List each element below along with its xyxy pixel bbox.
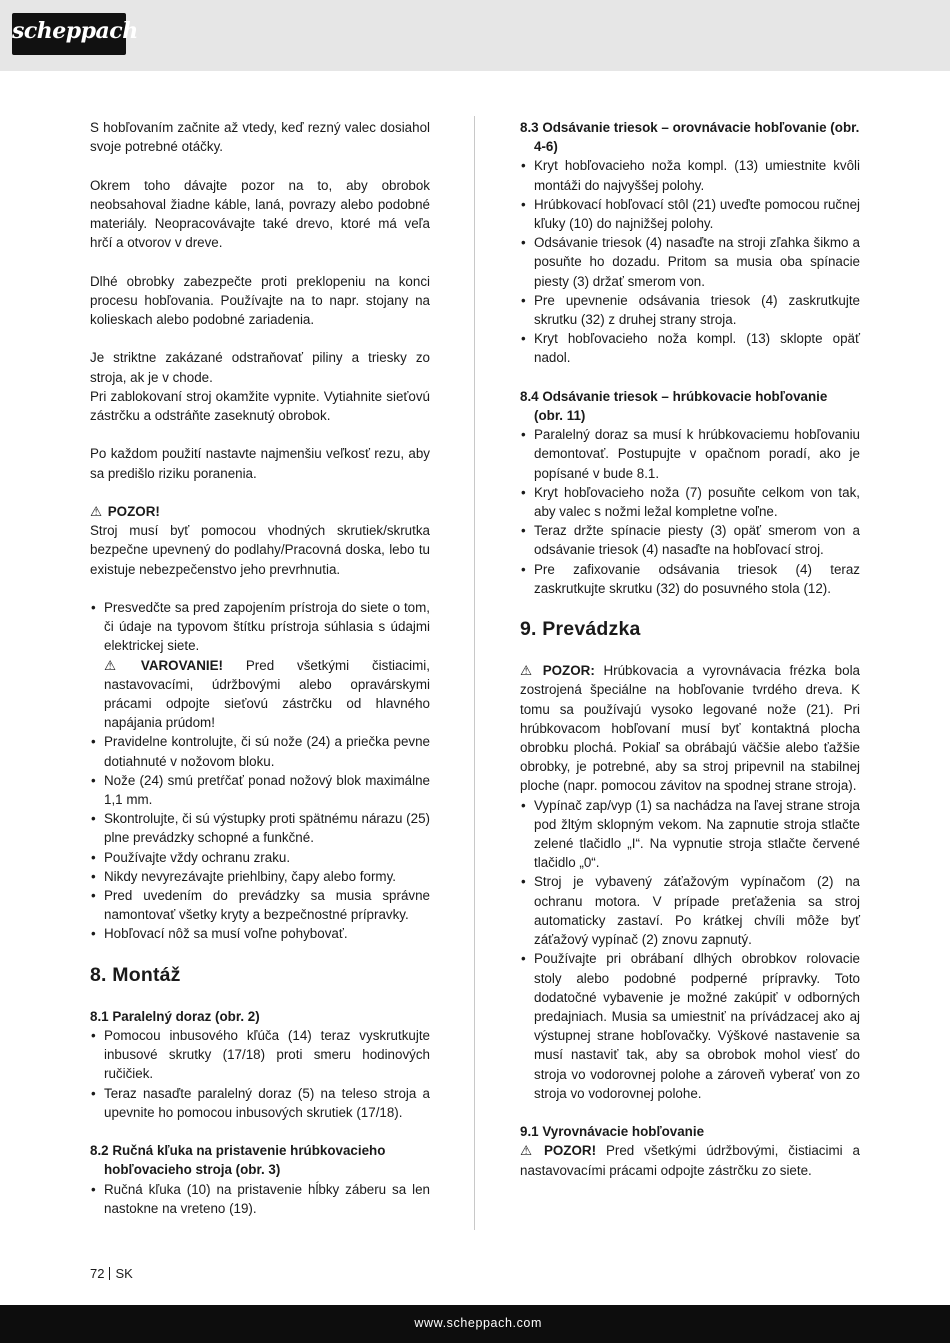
warning-title: POZOR: — [542, 663, 595, 679]
subsection-heading-9-1: 9.1 Vyrovnávacie hobľovanie — [520, 1124, 705, 1140]
list-item: • Stroj je vybavený záťažovým vypínačom (2) na ochranu motora. V prípade preťaženia sa stroj automaticky zastaví. Po krátkej chvíli môže byť záťažový vypínač (2) znovu zapnutý. — [520, 872, 860, 949]
warning-icon: ⚠ — [520, 663, 533, 679]
footer-url-link[interactable]: www.scheppach.com — [414, 1316, 542, 1330]
list-item: • Skontrolujte, či sú výstupky proti spätnému nárazu (25) plne prevádzky schopné a funkčné. — [90, 809, 430, 847]
column-divider — [474, 116, 475, 1230]
paragraph: Pri zablokovaní stroj okamžite vypnite. Vytiahnite sieťovú zástrčku a odstráňte zaseknutý obrobok. — [90, 388, 430, 423]
subsection-heading-8-4: 8.4 Odsávanie triesok – hrúbkovacie hobľovanie (obr. 11) — [520, 388, 828, 424]
paragraph: Okrem toho dávajte pozor na to, aby obrobok neobsahoval žiadne káble, laná, povrazy alebo podobné materiály. Neopracovávajte také drevo, ktoré má veľa hrčí a otvorov v dreve. — [90, 177, 430, 251]
list-item: • Odsávanie triesok (4) nasaďte na stroji zľahka šikmo a posuňte ho dozadu. Pritom sa musia oba spínacie piesty (3) držať smerom von. — [520, 233, 860, 291]
subsection-heading-8-2: 8.2 Ručná kľuka na pristavenie hrúbkovacieho hobľovacieho stroja (obr. 3) — [90, 1143, 386, 1178]
footer-bar — [0, 1305, 950, 1343]
list-8-4 — [520, 425, 860, 598]
list-8-3 — [520, 156, 860, 367]
header-bar — [0, 0, 950, 71]
list-item-text: Presvedčte sa pred zapojením prístroja do siete o tom, či údaje na typovom štítku prístroja súhlasia s údajmi elektrickej siete. — [104, 599, 430, 654]
list-item: • Kryt hobľovacieho noža kompl. (13) sklopte opäť nadol. — [520, 329, 860, 367]
list-item: • Pravidelne kontrolujte, či sú nože (24) a priečka pevne dotiahnuté v nožovom bloku. — [90, 732, 430, 770]
list-item: • Pre upevnenie odsávania triesok (4) zaskrutkujte skrutku (32) z druhej strany stroja. — [520, 291, 860, 329]
warning-icon: ⚠ — [90, 503, 103, 519]
list-item: • Teraz držte spínacie piesty (3) opäť smerom von a odsávanie triesok (4) nasaďte na hobľovací stroj. — [520, 521, 860, 559]
right-column — [520, 118, 860, 1199]
warning-icon: ⚠ — [520, 1143, 533, 1159]
list-item: • Používajte pri obrábaní dlhých obrobkov rolovacie stoly alebo podobné podperné prípravky. Toto dodatočné vybavenie je možné zakúpiť v odborných predajniach. Musia sa umiestniť na prívádzacej ako aj výstupnej strane hobľovačky. Výškové nastavenie sa musí nastaviť tak, aby sa obrobok mohol viesť do stroja vo vodorovnej polohe a zároveň vyberať von zo stroja vo vodorovnej polohe. — [520, 949, 860, 1103]
page-number — [90, 1266, 133, 1281]
warning-title: POZOR! — [107, 503, 160, 519]
list-8-2 — [90, 1180, 430, 1218]
paragraph: Je striktne zakázané odstraňovať piliny a triesky zo stroja, ak je v chode. — [90, 350, 430, 385]
list-item: • Ručná kľuka (10) na pristavenie hĺbky záberu sa len nastokne na vreteno (19). — [90, 1180, 430, 1218]
subsection-heading-8-3: 8.3 Odsávanie triesok – orovnávacie hobľovanie (obr. 4-6) — [520, 120, 860, 155]
warning-heading — [90, 502, 430, 521]
section-heading-prevadzka: 9. Prevádzka — [520, 618, 641, 641]
list-item: • Pred uvedením do prevádzky sa musia správne namontovať všetky kryty a bezpečnostné prípravky. — [90, 886, 430, 924]
paragraph: Dlhé obrobky zabezpečte proti preklopeniu na konci procesu hobľovania. Používajte na to napr. stojany na kolieskach alebo podobné zariadenia. — [90, 273, 430, 327]
list-item: • Používajte vždy ochranu zraku. — [90, 848, 430, 867]
list-item: • Hobľovací nôž sa musí voľne pohybovať. — [90, 924, 430, 943]
list-item: • Paralelný doraz sa musí k hrúbkovaciemu hobľovaniu demontovať. Postupujte v opačnom poradí, ako je popísané v bude 8.1. — [520, 425, 860, 483]
warning-text: Stroj musí byť pomocou vhodných skrutiek/skrutka bezpečne upevnený do podlahy/Pracovná doska, lebo tu existuje nebezpečenstvo jeho prevrhnutia. — [90, 523, 430, 577]
warning-text: Pred všetkými čistiacimi, nastavovacími, údržbovými alebo opravárskymi prácami odpojte sieťovú zástrčku od hlavného napájania prúdom! — [104, 657, 430, 731]
list-item: • Kryt hobľovacieho noža kompl. (13) umiestnite kvôli montáži do najvyššej polohy. — [520, 156, 860, 194]
list-item: • Pomocou inbusového kľúča (14) teraz vyskrutkujte inbusové skrutky (17/18) proti smeru hodinových ručičiek. — [90, 1026, 430, 1084]
list-item: • Pre zafixovanie odsávania triesok (4) teraz zaskrutkujte skrutku (32) do posuvného stola (12). — [520, 560, 860, 598]
list-item: • Nože (24) smú pretŕčať ponad nožový blok maximálne 1,1 mm. — [90, 771, 430, 809]
paragraph: S hobľovaním začnite až vtedy, keď rezný valec dosiahol svoje potrebné otáčky. — [90, 120, 430, 155]
list-item: • Vypínač zap/vyp (1) sa nachádza na ľavej strane stroja pod žltým sklopným vekom. Na zapnutie stroja stlačte zelené tlačidlo „I“. Na vypnutie stroja stlačte červené tlačidlo „0“. — [520, 796, 860, 873]
list-item: • Nikdy nevyrezávajte priehlbiny, čapy alebo formy. — [90, 867, 430, 886]
paragraph: Po každom použití nastavte najmenšiu veľkosť rezu, aby sa predišlo riziku poranenia. — [90, 446, 430, 481]
list-item — [90, 598, 430, 732]
logo-text: scheppach — [12, 18, 138, 44]
subsection-heading-8-1: 8.1 Paralelný doraz (obr. 2) — [90, 1008, 260, 1024]
brand-logo — [12, 13, 138, 55]
list-item: • Teraz nasaďte paralelný doraz (5) na teleso stroja a upevnite ho pomocou inbusových skrutiek (17/18). — [90, 1084, 430, 1122]
warning-paragraph — [520, 661, 860, 795]
warning-icon: ⚠ — [104, 657, 117, 673]
warning-title: POZOR! — [543, 1143, 597, 1159]
page-number-value: 72 — [90, 1266, 105, 1281]
list-8-1 — [90, 1026, 430, 1122]
list-9 — [520, 796, 860, 1103]
section-heading-montaz: 8. Montáž — [90, 963, 181, 986]
list-item: • Hrúbkovací hobľovací stôl (21) uveďte pomocou ručnej kľuky (10) do najnižšej polohy. — [520, 195, 860, 233]
warning-paragraph — [520, 1141, 860, 1179]
page-number-separator — [109, 1267, 110, 1280]
warning-title: VAROVANIE! — [140, 657, 223, 673]
language-code: SK — [115, 1266, 133, 1281]
warning-text: Hrúbkovacia a vyrovnávacia frézka bola zostrojená špeciálne na hobľovanie tvrdého dreva. K tomu sa používajú vysoko legované nože (21). Pri hrúbkovacom hobľovaní musí byť kontaktná plocha obrobku plochá. Pokiaľ sa obrábajú väčšie alebo ťažšie obrobky, je potrebné, aby sa stroj pripevnil na stabilnej ploche (napr. pomocou závitov na spodnej strane stroja). — [520, 663, 860, 794]
safety-list — [90, 598, 430, 944]
left-column — [90, 118, 430, 1237]
warning-text: Pred všetkými údržbovými, čistiacimi a nastavovacími prácami odpojte zástrčku zo siete. — [520, 1143, 860, 1178]
list-item: • Kryt hobľovacieho noža (7) posuňte celkom von tak, aby valec s nožmi ležal kompletne voľne. — [520, 483, 860, 521]
